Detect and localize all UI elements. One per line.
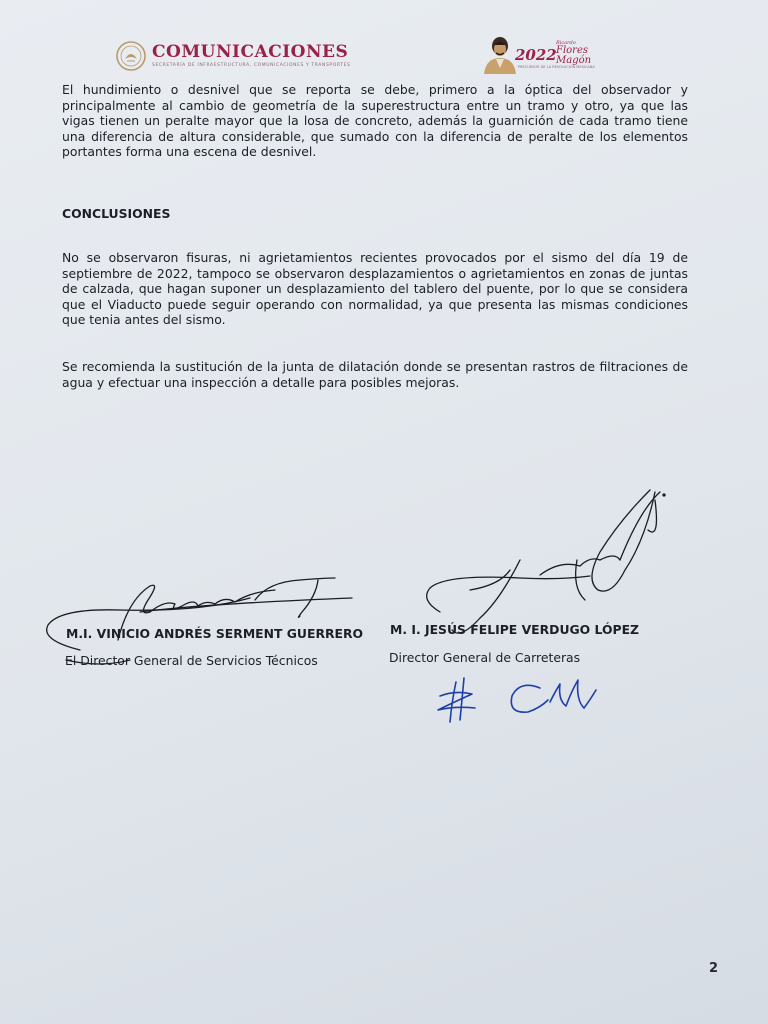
intro-paragraph: El hundimiento o desnivel que se reporta se debe, primero a la óptica del observador y principalmente al cambio de geometría de la superestructura entre un tramo y otro, ya que las vigas tienen un peralte mayor que la losa de concreto, además la guarnición de cada tramo tiene una diferencia de altura considerable, que sumado con la diferencia de peralte de los elementos portantes forma una escena de desnivel. bbox=[62, 82, 688, 160]
page-number: 2 bbox=[709, 961, 719, 976]
signatory-1-role: El Director General de Servicios Técnicos bbox=[65, 653, 318, 668]
conclusions-heading: CONCLUSIONES bbox=[62, 206, 171, 221]
signatory-1-name: M.I. VINICIO ANDRÉS SERMENT GUERRERO bbox=[66, 626, 364, 641]
signatory-2-name: M. I. JESÚS FELIPE VERDUGO LÓPEZ bbox=[390, 622, 640, 637]
portrait-logo bbox=[478, 34, 518, 74]
national-seal-logo bbox=[116, 41, 146, 71]
brand-name: COMUNICACIONES bbox=[152, 42, 349, 62]
signature-serment bbox=[47, 578, 352, 664]
conclusion-paragraph-2: Se recomienda la sustitución de la junta de dilatación donde se presentan rastros de filtraciones de agua y efectuar una inspección a detalle para posibles mejoras. bbox=[62, 359, 688, 390]
letterhead bbox=[112, 38, 595, 84]
initials-blue-ink bbox=[438, 678, 596, 722]
year-label: 2022 bbox=[515, 46, 557, 64]
year-name: Ricardo Flores Magón bbox=[556, 40, 592, 66]
signature-verdugo bbox=[427, 490, 665, 633]
signatory-2-role: Director General de Carreteras bbox=[389, 650, 581, 665]
year-logo bbox=[478, 34, 598, 78]
year-subtitle: PRECURSOR DE LA REVOLUCIÓN MEXICANA bbox=[518, 65, 595, 69]
brand-subtitle: SECRETARÍA DE INFRAESTRUCTURA, COMUNICACIONES Y TRANSPORTES bbox=[152, 63, 351, 68]
conclusion-paragraph-1: No se observaron fisuras, ni agrietamientos recientes provocados por el sismo del día 19 de septiembre de 2022, tampoco se observaron desplazamientos o agrietamientos en zonas de juntas de calzada, que hagan suponer un desplazamiento del tablero del puente, por lo que se considera que el Viaducto puede seguir operando con normalidad, ya que presenta las mismas condiciones que tenia antes del sismo. bbox=[62, 250, 688, 328]
